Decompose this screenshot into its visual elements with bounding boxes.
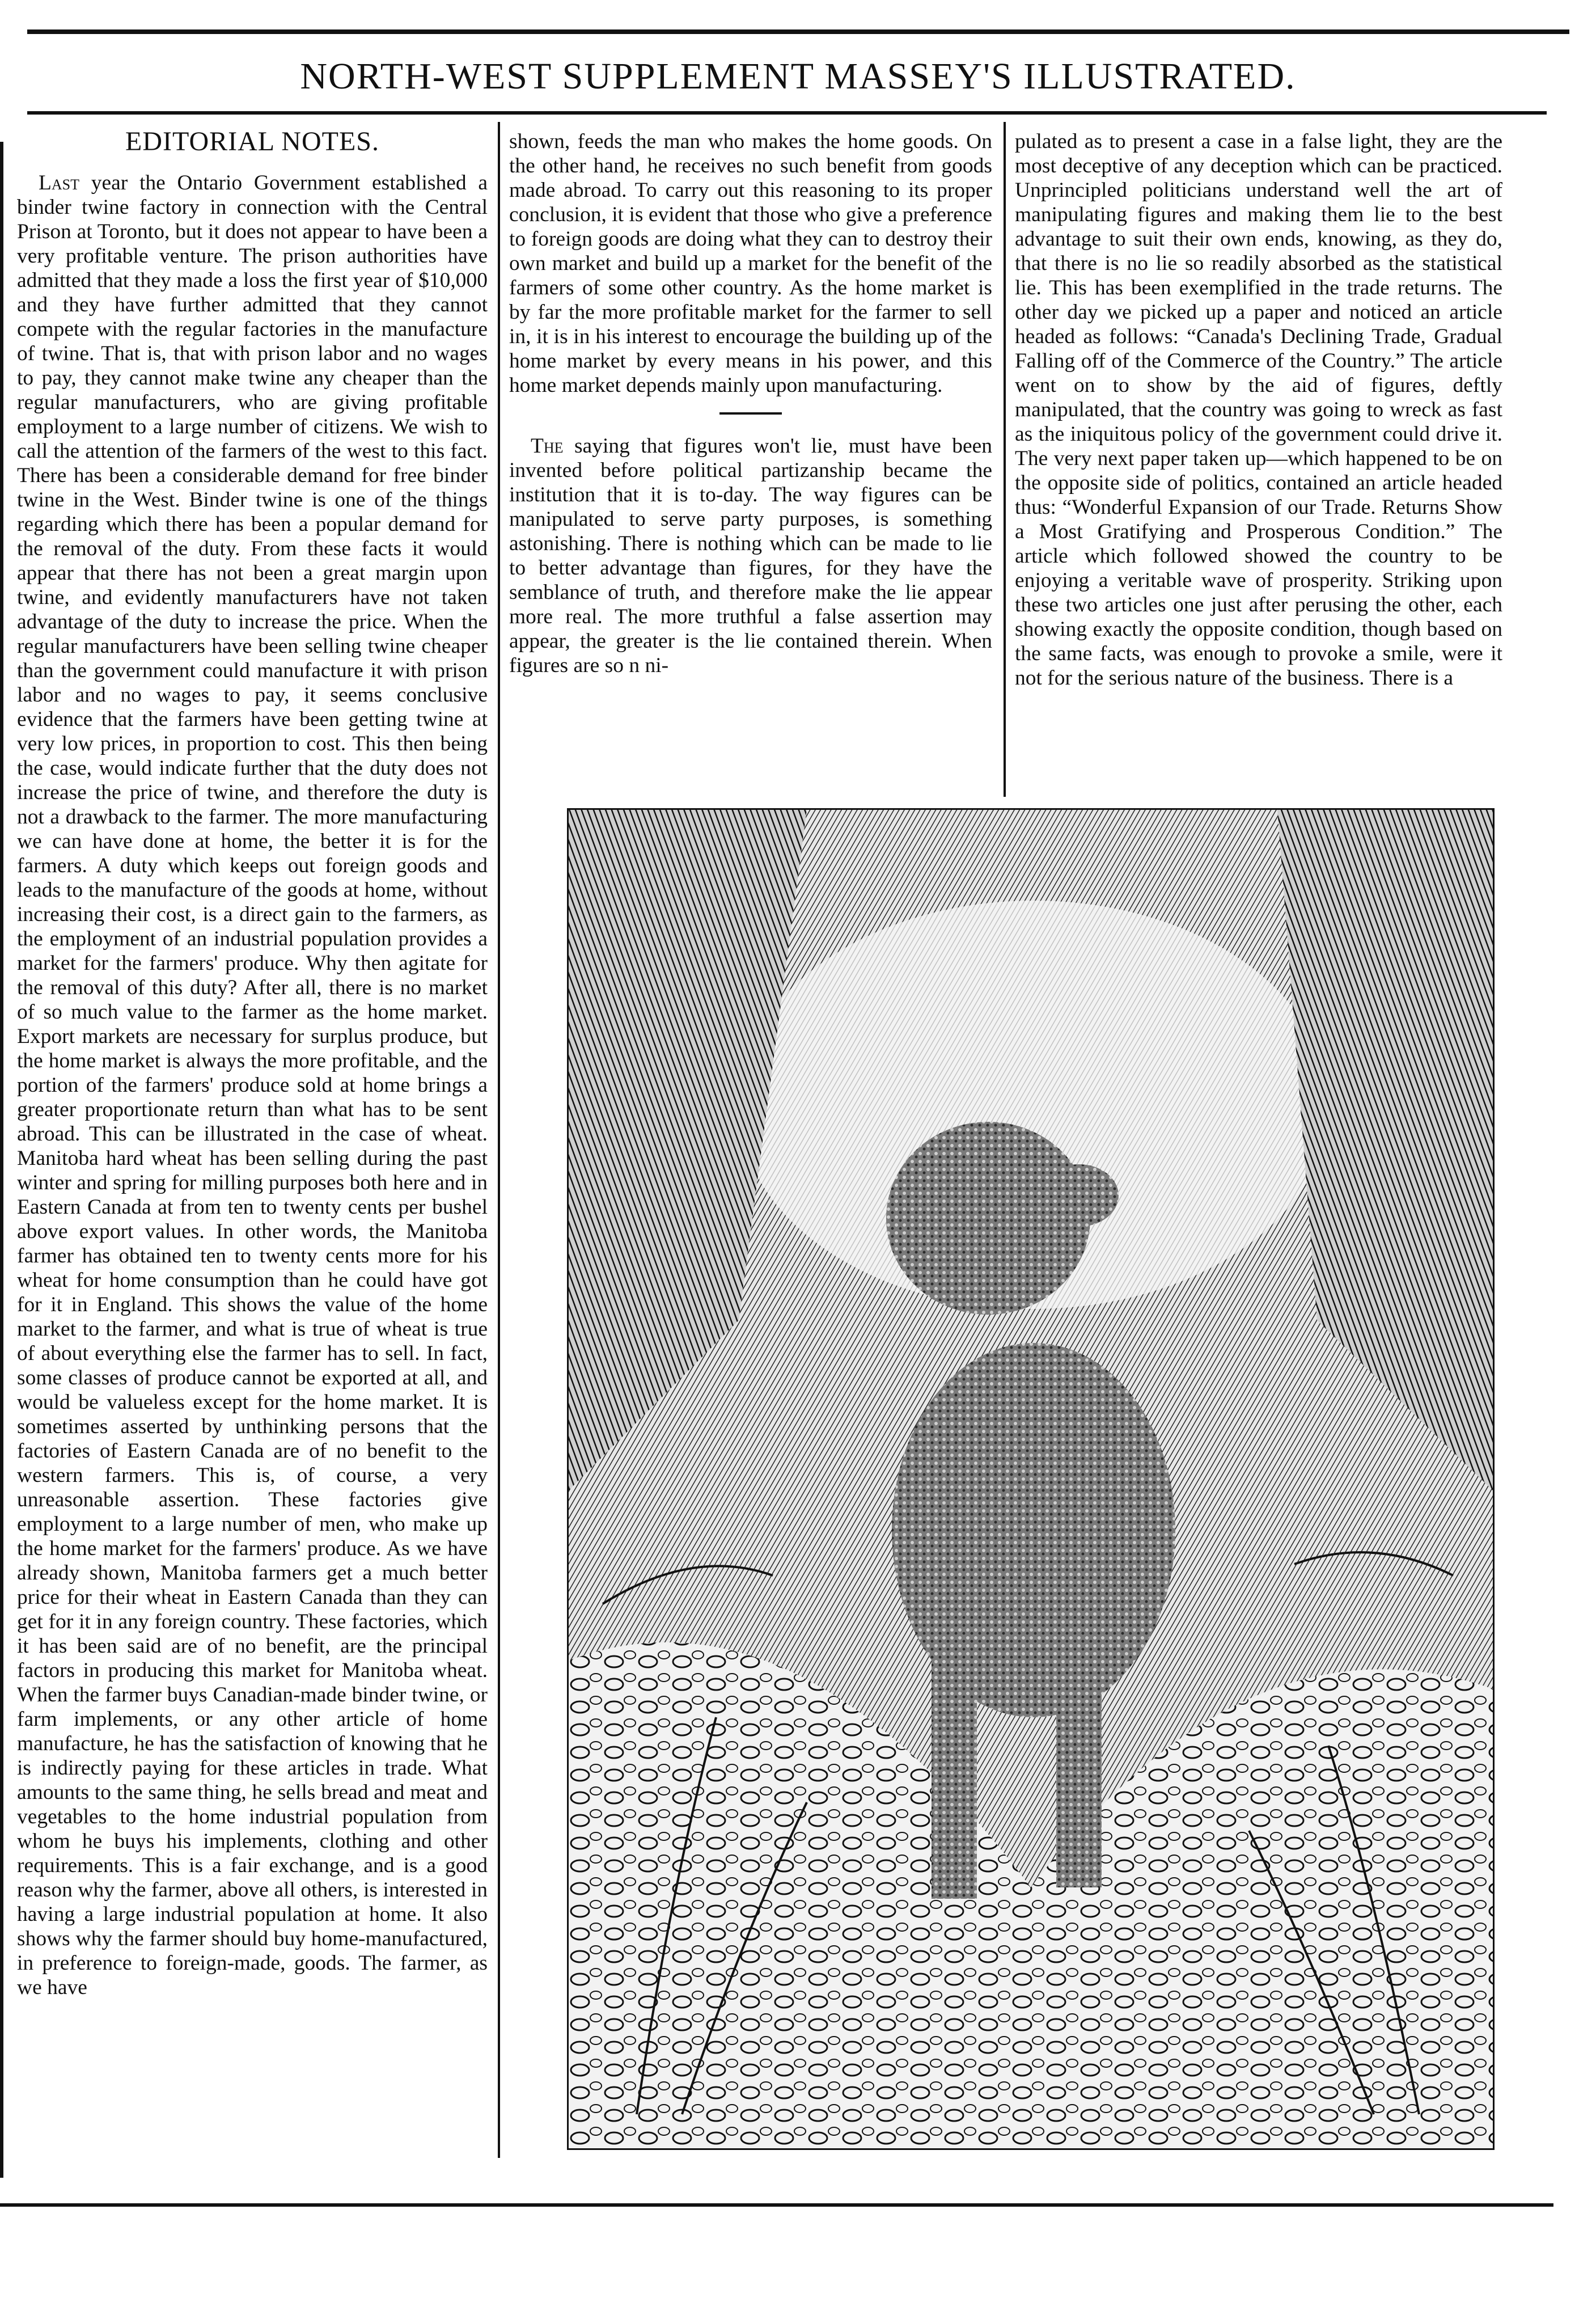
column-2 (509, 129, 992, 678)
bottom-frame-rule (0, 2203, 1553, 2207)
continued-paragraph: pulated as to present a case in a false light, they are the most deceptive of any deception which can be practiced. Unprincipled politicians understand well the art of manipulating figures and making them lie to the best advantage to suit their own ends, knowing, as they do, that there is no lie so readily absorbed as the statistical lie. This has been exemplified in the trade returns. The other day we picked up a paper and noticed an article headed as follows: “Canada's Declining Trade, Gradual Falling off of the Commerce of the Country.” The article went on to show by the aid of figures, deftly manipulated, that the country was going to wreck as fast as the iniquitous policy of the government could drive it. The very next paper taken up—which happened to be on the opposite side of politics, contained an article headed thus: “Wonderful Expansion of our Trade. Returns Show a Most Gratifying and Prosperous Condition.” The article which followed showed the country to be enjoying a veritable wave of prosperity. Striking upon these two articles one just after perusing the other, each showing exactly the opposite condition, though based on the same facts, was enough to provoke a smile, were it not for the serious nature of the business. There is a (1015, 130, 1502, 690)
masthead-underline (27, 111, 1547, 115)
paragraph-lead-word: Last (39, 171, 80, 195)
editorial-paragraph-twine (17, 171, 488, 2000)
paragraph-body: year the Ontario Government established a binder twine factory in connection with the Central Prison at Toronto, but it does not appear to have been a very profitable venture. The prison authorities have admitted that they made a loss the first year of $10,000 and they have further admitted that they cannot compete with the regular factories in the manufacture of twine. That is, that with prison labor and no wages to pay, they cannot make twine any cheaper than the regular manufacturers, who are giving profitable employment to a large number of citizens. We wish to call the attention of the farmers of the west to this fact. There has been a considerable demand for free binder twine in the West. Binder twine is one of the things regarding which there has been a popular demand for the removal of the duty. From these facts it would appear that there has not been a great margin upon twine, and evidently manufacturers have not taken advantage of the duty to increase the price. When the regular manufacturers have been selling twine cheaper than the government could manufacture it with prison labor and no wages to pay, it seems conclusive evidence that the farmers have been getting twine at very low prices, in proportion to cost. This then being the case, would indicate further that the duty does not increase the price of twine, and therefore the duty is not a drawback to the farmer. The more manufacturing we can have done at home, the better it is for the farmers. A duty which keeps out foreign goods and leads to the manufacture of the goods at home, without increasing their cost, is a direct gain to the farmers, as the employment of an industrial population provides a market for the farmers' produce. Why then agitate for the removal of this duty? After all, there is no market of so much value to the farmer as the home market. Export markets are necessary for surplus produce, but the home market is always the more profitable, and the portion of the farmers' produce sold at home brings a greater proportionate return than what has to be sent abroad. This can be illustrated in the case of wheat. Manitoba hard wheat has been selling during the past winter and spring for milling purposes both here and in Eastern Canada at from ten to twenty cents per bushel above export values. In other words, the Manitoba farmer has obtained ten to twenty cents more for his wheat for home consumption than he could have got for it in England. This shows the value of the home market to the farmer, and what is true of wheat is true of about everything else the farmer has to sell. In fact, some classes of produce cannot be exported at all, and would be valueless except for the home market. It is sometimes asserted by unthinking persons that the factories of Eastern Canada are of no benefit to the western farmers. This is, of course, a very unreasonable assertion. These factories give employment to a large number of men, who make up the home market for the farmers' produce. As we have already shown, Manitoba farmers get a much better price for their wheat in Eastern Canada than they can get for it in any foreign country. These factories, which it has been said are of no benefit, are the principal factors in producing this market for Manitoba wheat. When the farmer buys Canadian-made binder twine, or farm implements, or any other article of home manufacture, he has the satisfaction of knowing that he is indirectly paying for these articles in trade. What amounts to the same thing, he sells bread and meat and vegetables to the home industrial population from whom he buys his implements, clothing and other requirements. This is a fair exchange, and is a good reason why the farmer, above all others, is interested in having a large industrial population at home. It also shows why the farmer should buy home-manufactured, in preference to foreign-made, goods. The farmer, as we have (17, 171, 488, 1999)
masthead-title: NORTH-WEST SUPPLEMENT MASSEY'S ILLUSTRATED. (300, 56, 1296, 97)
column-3 (1015, 129, 1502, 690)
column-1 (17, 126, 488, 2000)
continued-paragraph: shown, feeds the man who makes the home goods. On the other hand, he receives no such benefit from goods made abroad. To carry out this reasoning to its proper conclusion, it is evident that those who give a preference to foreign goods are doing what they can to destroy their own market and build up a market for the benefit of the farmers of some other country. As the home market is by far the more profitable market for the farmer to sell in, it is in his interest to encourage the building up of the home market by every means in his power, and this home market depends mainly upon manufacturing. (509, 130, 992, 397)
editorial-paragraph-figures (509, 434, 992, 678)
lamb-engraving (567, 808, 1495, 2150)
column-divider-1 (498, 122, 500, 2158)
paragraph-lead-word: The (531, 434, 564, 458)
paragraph-body: saying that figures won't lie, must have been invented before political partizanship became the institution that it is to-day. The way figures can be manipulated to serve party purposes, is something astonishing. There is nothing which can be made to lie to better advantage than figures, for they have the semblance of truth, and therefore make the lie appear more real. The more truthful a false assertion may appear, the greater is the lie contained therein. When figures are so n ni- (509, 434, 992, 677)
section-separator (719, 412, 782, 415)
lamb-engraving-art (569, 810, 1493, 2148)
masthead (34, 45, 1562, 108)
editorial-notes-heading: EDITORIAL NOTES. (125, 126, 379, 157)
left-frame-rule (0, 142, 3, 2178)
column-divider-2 (1004, 122, 1006, 797)
top-frame-rule (27, 29, 1569, 34)
